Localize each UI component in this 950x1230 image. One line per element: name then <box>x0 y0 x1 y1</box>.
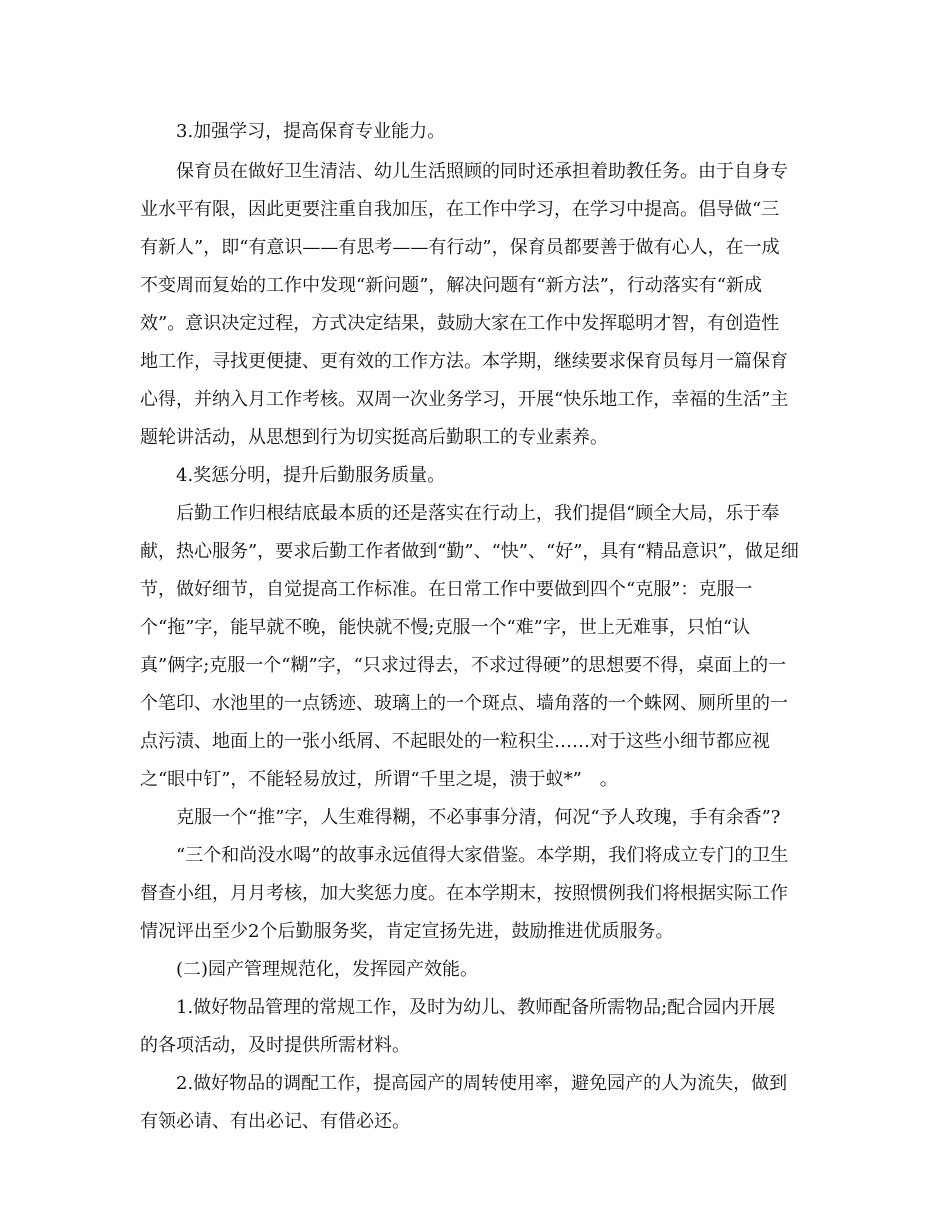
paragraph-line: 献，热心服务”，要求后勤工作者做到“勤”、“快”、“好”，具有“精品意识”，做足细 <box>140 541 799 562</box>
paragraph-line: 个“拖”字，能早就不晚，能快就不慢;克服一个“难”字，世上无难事，只怕“认 <box>140 617 751 638</box>
heading-study: 3.加强学习，提高保育专业能力。 <box>176 121 446 142</box>
paragraph-line: “三个和尚没水喝”的故事永远值得大家借鉴。本学期，我们将成立专门的卫生 <box>176 845 789 866</box>
paragraph-line: 有新人”，即“有意识——有思考——有行动”，保育员都要善于做有心人，在一成 <box>140 237 780 258</box>
paragraph-line: 业水平有限，因此更要注重自我加压，在工作中学习，在学习中提高。倡导做“三 <box>140 199 780 220</box>
paragraph-line: 个笔印、水池里的一点锈迹、玻璃上的一个斑点、墙角落的一个蛛网、厕所里的一 <box>140 693 788 714</box>
paragraph-line: 克服一个“推”字，人生难得糊，不必事事分清，何况“予人玫瑰，手有余香”? <box>176 807 781 828</box>
paragraph-line: 2.做好物品的调配工作，提高园产的周转使用率，避免园产的人为流失，做到 <box>176 1073 788 1094</box>
heading-rewards: 4.奖惩分明，提升后勤服务质量。 <box>176 465 446 486</box>
paragraph-line: 之“眼中钉”，不能轻易放过，所谓“千里之堤，溃于蚁*” 。 <box>140 769 618 790</box>
paragraph-line: 题轮讲活动，从思想到行为切实挺高后勤职工的专业素养。 <box>140 427 608 448</box>
paragraph-line: 督查小组，月月考核，加大奖惩力度。在本学期末，按照惯例我们将根据实际工作 <box>140 883 788 904</box>
paragraph-line: 情况评出至少2个后勤服务奖，肯定宣扬先进，鼓励推进优质服务。 <box>140 921 674 942</box>
paragraph-line: 有领必请、有出必记、有借必还。 <box>140 1111 410 1132</box>
paragraph-line: 点污渍、地面上的一张小纸屑、不起眼处的一粒积尘……对于这些小细节都应视 <box>140 731 770 752</box>
paragraph-line: 不变周而复始的工作中发现“新问题”，解决问题有“新方法”，行动落实有“新成 <box>140 275 763 296</box>
paragraph-line: 心得，并纳入月工作考核。双周一次业务学习，开展“快乐地工作，幸福的生活”主 <box>140 389 789 410</box>
paragraph-line: 后勤工作归根结底最本质的还是落实在行动上，我们提倡“顾全大局，乐于奉 <box>176 503 780 524</box>
paragraph-line: 1.做好物品管理的常规工作，及时为幼儿、教师配备所需物品;配合园内开展 <box>176 997 776 1018</box>
paragraph-line: 地工作，寻找更便捷、更有效的工作方法。本学期，继续要求保育员每月一篇保育 <box>140 351 788 372</box>
paragraph-line: 的各项活动，及时提供所需材料。 <box>140 1035 410 1056</box>
paragraph-line: 效”。意识决定过程，方式决定结果，鼓励大家在工作中发挥聪明才智，有创造性 <box>140 313 780 334</box>
heading-assets: (二)园产管理规范化，发挥园产效能。 <box>176 959 479 980</box>
paragraph-line: 节，做好细节，自觉提高工作标准。在日常工作中要做到四个“克服”：克服一 <box>140 579 753 600</box>
paragraph-line: 保育员在做好卫生清洁、幼儿生活照顾的同时还承担着助教任务。由于自身专 <box>176 161 788 182</box>
paragraph-line: 真”俩字;克服一个“糊”字，“只求过得去，不求过得硬”的思想要不得，桌面上的一 <box>140 655 787 676</box>
